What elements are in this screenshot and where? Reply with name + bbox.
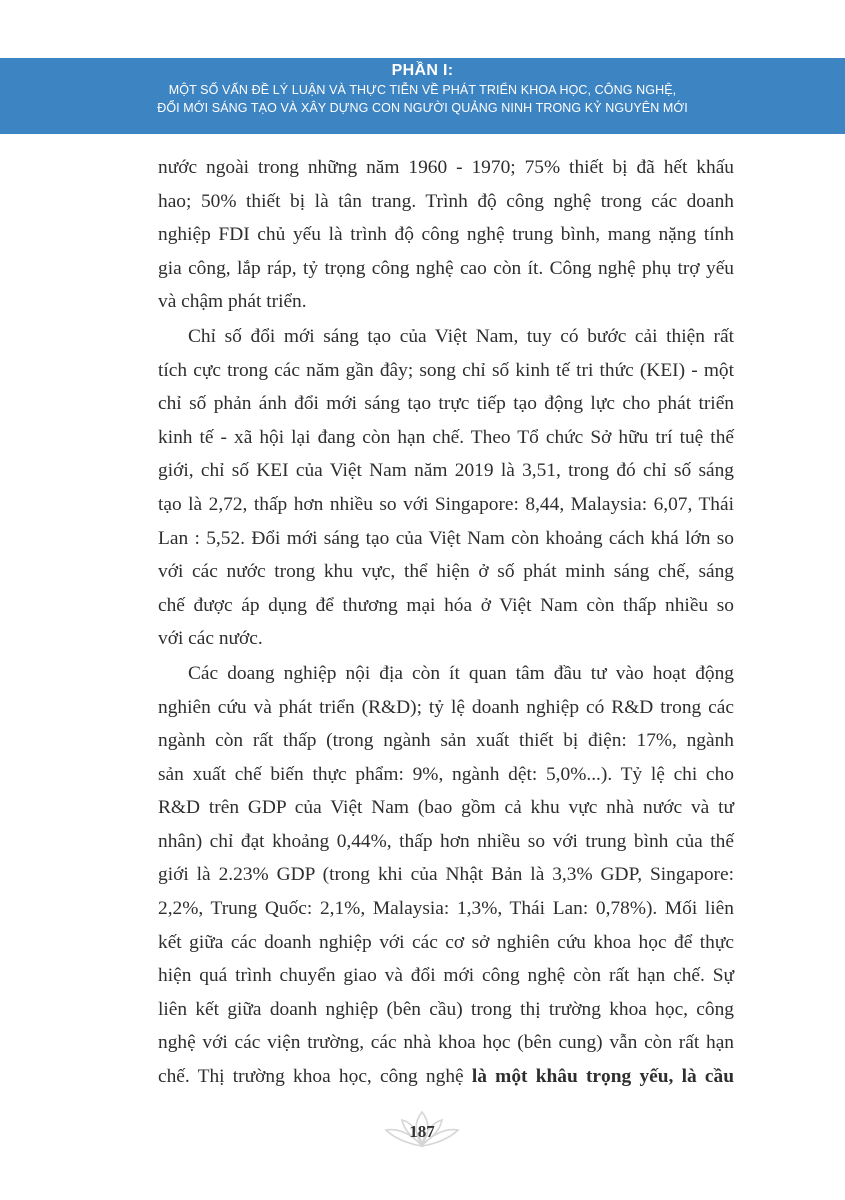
text-line: ngành còn rất thấp (trong ngành sản xuất thiết bị điện: 17%, ngành — [158, 730, 734, 752]
text-bold: là một khâu trọng yếu, là cầu — [471, 1066, 735, 1088]
text-line: tạo là 2,72, thấp hơn nhiều so với Singapore: 8,44, Malaysia: 6,07, Thái — [158, 493, 734, 515]
paragraph — [158, 320, 734, 656]
page-footer — [372, 1108, 472, 1152]
text-line: với các nước trong khu vực, thể hiện ở số phát minh sáng chế, sáng — [158, 561, 734, 583]
text-line: gia công, lắp ráp, tỷ trọng công nghệ cao còn ít. Công nghệ phụ trợ yếu — [158, 257, 734, 279]
body-text — [158, 151, 734, 1094]
text-line: nghiệp FDI chủ yếu là trình độ công nghệ trung bình, mang nặng tính — [158, 224, 734, 246]
text-line: 2,2%, Trung Quốc: 2,1%, Malaysia: 1,3%, Thái Lan: 0,78%). Mối liên — [158, 898, 734, 920]
text-normal: chế. Thị trường khoa học, công nghệ — [158, 1066, 472, 1088]
part-title-line-1: MỘT SỐ VẤN ĐỀ LÝ LUẬN VÀ THỰC TIỄN VỀ PHÁT TRIỂN KHOA HỌC, CÔNG NGHỆ, — [168, 83, 677, 97]
text-line: nghiên cứu và phát triển (R&D); tỷ lệ doanh nghiệp có R&D trong các — [158, 696, 734, 718]
text-line: chế được áp dụng để thương mại hóa ở Việt Nam còn thấp nhiều so — [158, 594, 734, 616]
page-number: 187 — [409, 1122, 435, 1141]
text-line: kinh tế - xã hội lại đang còn hạn chế. Theo Tổ chức Sở hữu trí tuệ thế — [158, 426, 734, 448]
text-line: tích cực trong các năm gần đây; song chỉ số kinh tế tri thức (KEI) - một — [158, 359, 734, 381]
part-title-line-2: ĐỔI MỚI SÁNG TẠO VÀ XÂY DỰNG CON NGƯỜI QUẢNG NINH TRONG KỶ NGUYÊN MỚI — [157, 101, 688, 115]
text-line: kết giữa các doanh nghiệp với các cơ sở nghiên cứu khoa học để thực — [158, 931, 734, 953]
part-label: PHẦN I: — [391, 62, 454, 79]
text-line: giới, chỉ số KEI của Việt Nam năm 2019 là 3,51, trong đó chỉ số sáng — [158, 460, 734, 482]
text-line: liên kết giữa doanh nghiệp (bên cầu) trong thị trường khoa học, công — [158, 998, 734, 1020]
text-line: hao; 50% thiết bị là tân trang. Trình độ công nghệ trong các doanh — [158, 190, 734, 212]
paragraph — [158, 151, 734, 319]
text-line: Chỉ số đổi mới sáng tạo của Việt Nam, tuy có bước cải thiện rất — [188, 325, 734, 347]
text-line: nghệ với các viện trường, các nhà khoa học (bên cung) vẫn còn rất hạn — [158, 1032, 734, 1054]
text-line: R&D trên GDP của Việt Nam (bao gồm cả khu vực nhà nước và tư — [158, 797, 734, 819]
text-line: nhân) chỉ đạt khoảng 0,44%, thấp hơn nhiều so với trung bình của thế — [158, 830, 734, 852]
chapter-header-band — [0, 58, 845, 134]
text-line: hiện quá trình chuyển giao và đổi mới công nghệ còn rất hạn chế. Sự — [158, 965, 734, 987]
text-line: Lan : 5,52. Đổi mới sáng tạo của Việt Nam còn khoảng cách khá lớn so — [158, 527, 734, 549]
text-line: Các doang nghiệp nội địa còn ít quan tâm đầu tư vào hoạt động — [188, 662, 734, 684]
text-line: chỉ số phản ánh đổi mới sáng tạo trực tiếp tạo động lực cho phát triển — [158, 393, 734, 415]
text-line: và chậm phát triển. — [158, 291, 307, 313]
text-line: sản xuất chế biến thực phẩm: 9%, ngành dệt: 5,0%...). Tỷ lệ chi cho — [158, 763, 734, 785]
text-line: nước ngoài trong những năm 1960 - 1970; 75% thiết bị đã hết khấu — [158, 157, 734, 178]
text-line: giới là 2.23% GDP (trong khi của Nhật Bản là 3,3% GDP, Singapore: — [158, 864, 734, 886]
text-line: với các nước. — [158, 628, 263, 650]
text-line — [158, 1060, 734, 1094]
paragraph — [158, 657, 734, 1094]
